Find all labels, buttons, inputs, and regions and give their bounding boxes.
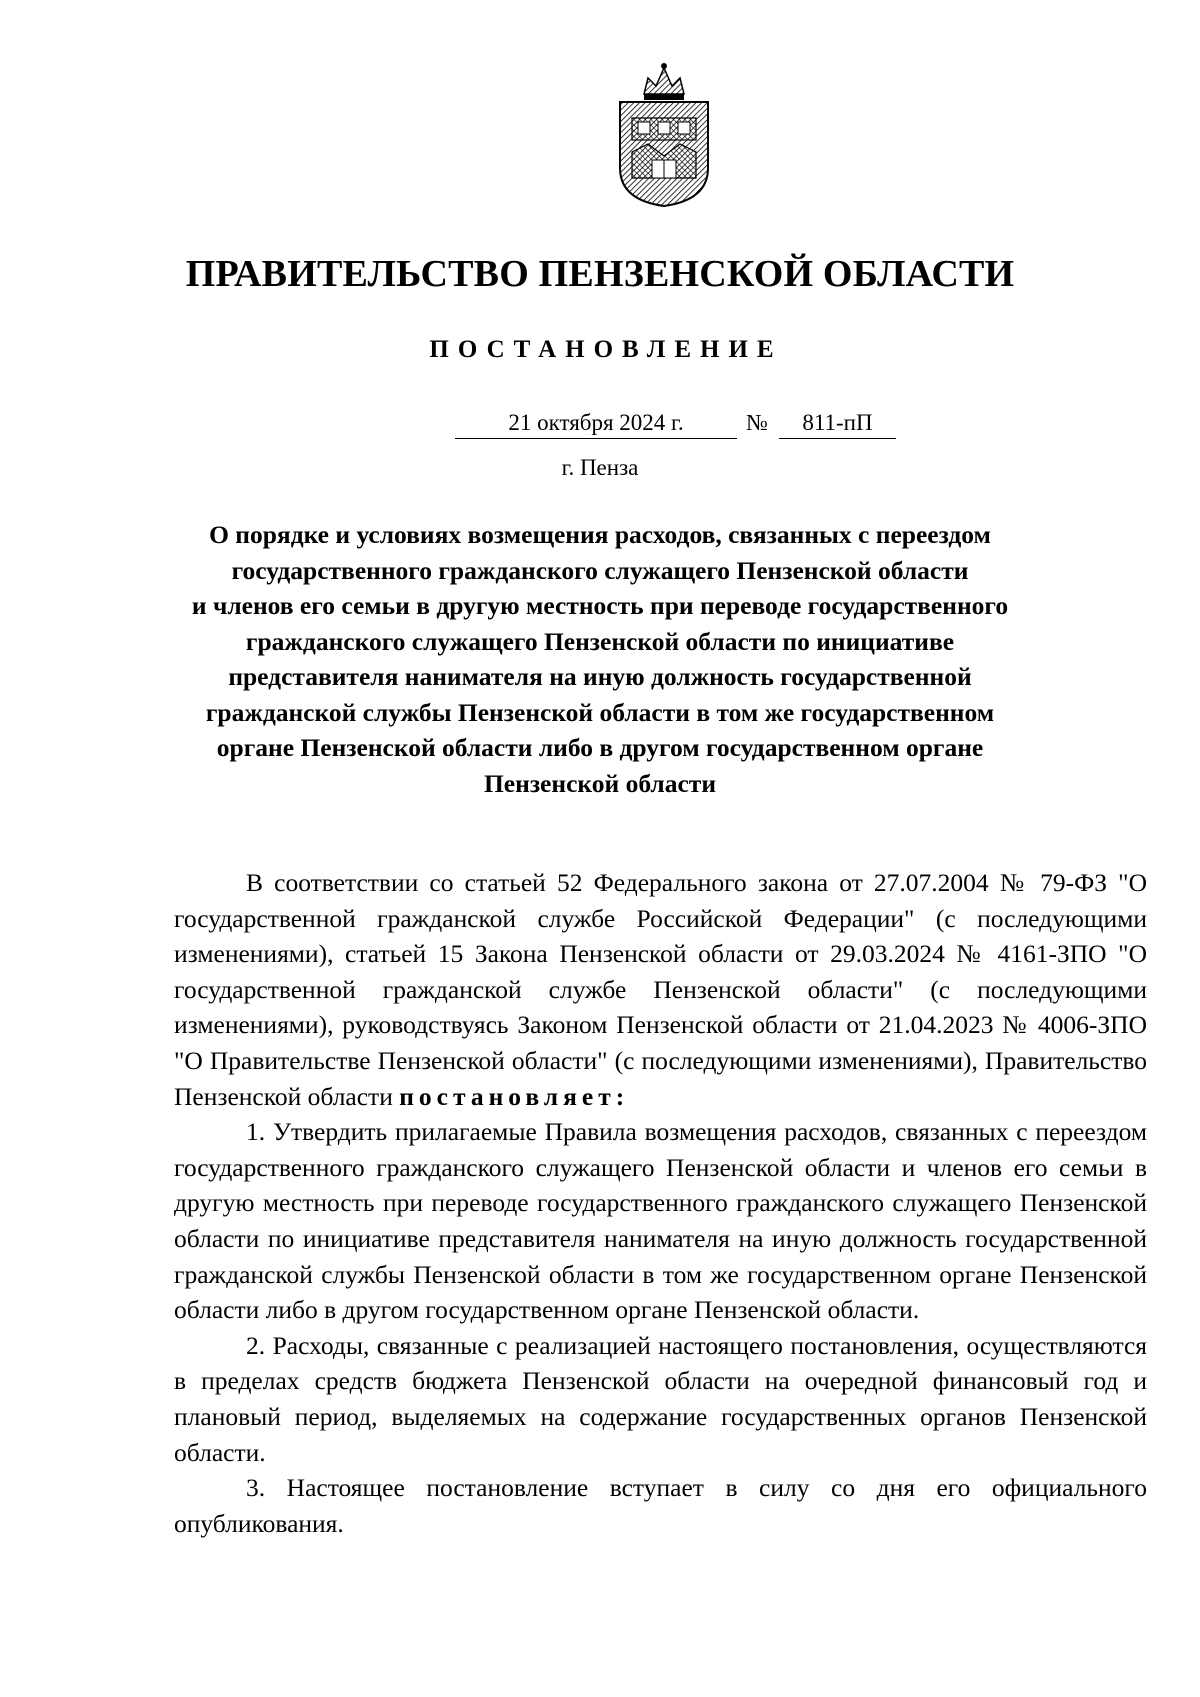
number-sign: № [746, 410, 768, 435]
heading-line: гражданской службы Пензенской области в том же государственном [205, 697, 995, 727]
coat-of-arms-emblem [608, 60, 720, 208]
decree-word: постановляет: [399, 1081, 630, 1111]
preamble-text: В соответствии со статьей 52 Федерального закона от 27.07.2004 № 79-ФЗ "О государственной гражданской службе Российской Федерации" (с последующими изменениями), статьей 15 Закона Пензенской области от 29.03.2024 № 4161-ЗПО "О государственной гражданской службе Пензенской области" (с последующими изменениями), руководствуясь Законом Пензенской области от 21.04.2023 № 4006-ЗПО "О Правительстве Пензенской области" (с последующими изменениями), Правительство Пензенской области [174, 868, 1147, 1111]
document-number: 811-пП [779, 410, 896, 439]
decree-item: 2. Расходы, связанные с реализацией настоящего постановления, осуществляются в пределах средств бюджета Пензенской области на очередной финансовый год и плановый период, выделяемых на содержание государственных органов Пензенской области. [174, 1330, 1147, 1467]
heading-line: представителя нанимателя на иную должность государственной [228, 662, 972, 691]
heading-line: О порядке и условиях возмещения расходов, связанных с переездом [209, 520, 991, 549]
date-number-line [0, 410, 1200, 444]
document-date: 21 октября 2024 г. [455, 410, 737, 439]
heading-line: Пензенской области [483, 768, 717, 798]
preamble-paragraph [174, 865, 1147, 1114]
decree-item: 3. Настоящее постановление вступает в силу со дня его официального опубликования. [174, 1473, 1147, 1538]
government-title: ПРАВИТЕЛЬСТВО ПЕНЗЕНСКОЙ ОБЛАСТИ [185, 253, 1015, 295]
heading-line: государственного гражданского служащего Пензенской области [231, 555, 969, 585]
heading-line: органе Пензенской области либо в другом государственном органе [216, 733, 984, 762]
document-city: г. Пенза [561, 455, 639, 480]
document-type: ПОСТАНОВЛЕНИЕ [429, 336, 783, 363]
document-heading [180, 517, 1020, 801]
document-body [174, 865, 1147, 1541]
decree-item: 1. Утвердить прилагаемые Правила возмещения расходов, связанных с переездом государственного гражданского служащего Пензенской области и членов его семьи в другую местность при переводе государственного гражданского служащего Пензенской области по инициативе представителя нанимателя на иную должность государственной гражданской службы Пензенской области в том же государственном органе Пензенской области либо в другом государственном органе Пензенской области. [174, 1117, 1147, 1325]
heading-line: гражданского служащего Пензенской области по инициативе [245, 626, 955, 656]
heading-line: и членов его семьи в другую местность при переводе государственного [191, 591, 1009, 620]
